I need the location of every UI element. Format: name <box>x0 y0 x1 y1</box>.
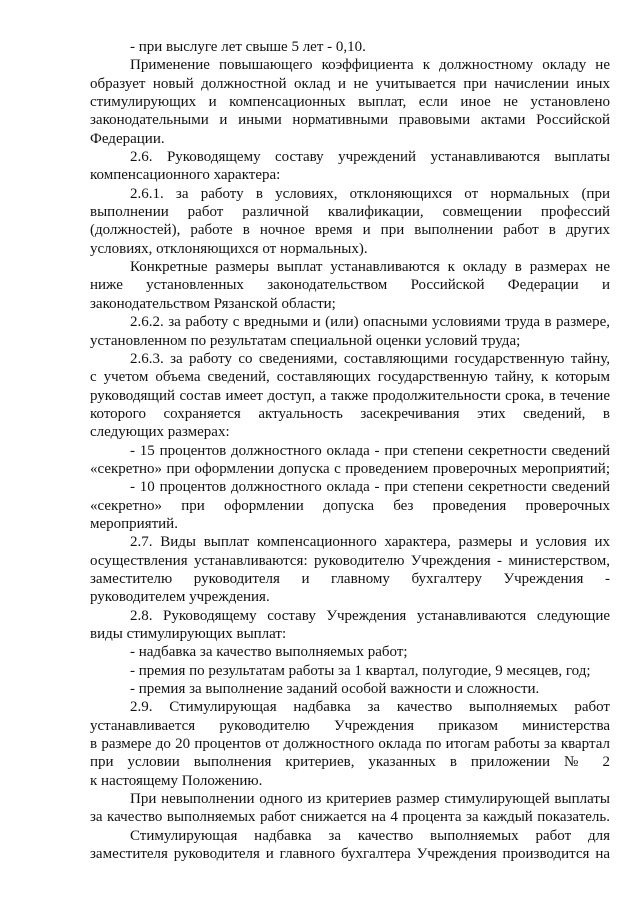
text-line: «секретно» при оформлении допуска без проведения проверочных <box>90 497 610 514</box>
text-line: виды стимулирующих выплат: <box>90 626 287 642</box>
text-line: выполнении работ различной квалификации, совмещении профессий <box>90 204 610 221</box>
text-line: Стимулирующая надбавка за качество выполняемых работ для <box>130 827 610 844</box>
text-line: заместителя руководителя и главного бухгалтера Учреждения производится на <box>90 846 610 863</box>
text-line: за качество выполняемых работ снижается на 4 процента за каждый показатель. <box>90 809 610 826</box>
paragraph-bonus-special <box>90 680 610 698</box>
text-line: при условии выполнения критериев, указанных в приложении № 2 <box>90 754 610 771</box>
text-line: 2.6.3. за работу со сведениями, составляющими государственную тайну, <box>130 350 610 367</box>
text-line: мероприятий. <box>90 515 178 532</box>
text-line: образует новый должностной оклад и не учитывается при начислении иных <box>90 75 610 92</box>
paragraph-clause-2-6-2 <box>90 313 610 350</box>
paragraph-secret-15 <box>90 442 610 479</box>
text-line: «секретно» при оформлении допуска с проведением проверочных мероприятий; <box>90 460 610 477</box>
paragraph-clause-2-6-3 <box>90 350 610 442</box>
paragraph-clause-2-6 <box>90 148 610 185</box>
text-line: При невыполнении одного из критериев размер стимулирующей выплаты <box>130 791 610 808</box>
text-line: - премия по результатам работы за 1 квартал, полугодие, 9 месяцев, год; <box>130 662 591 679</box>
text-line: осуществления устанавливаются: руководителю Учреждения - министерством, <box>90 552 610 569</box>
paragraph-secret-10 <box>90 478 610 533</box>
text-line: Конкретные размеры выплат устанавливаются к окладу в размерах не <box>130 259 610 276</box>
text-line: которого сохраняется актуальность засекречивания этих сведений, в <box>90 405 610 422</box>
text-line: к настоящему Положению. <box>90 772 263 789</box>
paragraph-clause-2-8 <box>90 607 610 644</box>
text-line: 2.8. Руководящему составу Учреждения устанавливаются следующие <box>130 607 610 624</box>
text-line: (должностей), работе в ночное время и при выполнении работ в других <box>90 222 610 239</box>
text-line: стимулирующих и компенсационных выплат, если иное не установлено <box>90 94 610 111</box>
document-page <box>90 38 610 863</box>
text-line: 2.9. Стимулирующая надбавка за качество выполняемых работ <box>130 699 610 716</box>
text-line: компенсационного характера: <box>90 167 281 184</box>
text-line: с учетом объема сведений, составляющих государственную тайну, к которым <box>90 369 610 386</box>
text-line: - надбавка за качество выполняемых работ; <box>130 644 408 661</box>
text-line: установленном по результатам специальной оценки условий труда; <box>90 332 521 349</box>
text-line: - премия за выполнение заданий особой важности и сложности. <box>130 681 540 698</box>
text-line: руководителем учреждения. <box>90 589 270 606</box>
text-line: законодательством Рязанской области; <box>90 295 336 312</box>
paragraph-bonus-quality <box>90 643 610 661</box>
text-line: условиях, отклоняющихся от нормальных). <box>90 240 368 257</box>
paragraph-clause-2-6-1 <box>90 185 610 258</box>
document-body <box>90 38 610 863</box>
text-line: Федерации. <box>90 130 165 147</box>
paragraph-seniority-over-5 <box>90 38 610 56</box>
text-line: Применение повышающего коэффициента к должностному окладу не <box>130 57 610 74</box>
paragraph-clause-2-9 <box>90 698 610 790</box>
text-line: руководящий состав имеет доступ, а также продолжительности срока, в течение <box>90 387 610 404</box>
paragraph-specific-amounts <box>90 258 610 313</box>
text-line: - при выслуге лет свыше 5 лет - 0,10. <box>130 39 366 55</box>
text-line: 2.6.1. за работу в условиях, отклоняющихся от нормальных (при <box>130 185 610 202</box>
text-line: устанавливается руководителю Учреждения приказом министерства <box>90 717 610 734</box>
text-line: 2.7. Виды выплат компенсационного характера, размеры и условия их <box>130 534 610 551</box>
paragraph-clause-2-7 <box>90 533 610 606</box>
text-line: - 10 процентов должностного оклада - при степени секретности сведений <box>130 479 610 496</box>
text-line: 2.6. Руководящему составу учреждений устанавливаются выплаты <box>130 149 610 166</box>
text-line: в размере до 20 процентов от должностного оклада по итогам работы за квартал <box>90 736 610 753</box>
text-line: ниже установленных законодательством Российской Федерации и <box>90 277 610 294</box>
paragraph-criteria-failure <box>90 790 610 827</box>
text-line: 2.6.2. за работу с вредными и (или) опасными условиями труда в размере, <box>130 314 610 331</box>
paragraph-coefficient-note <box>90 56 610 148</box>
paragraph-bonus-results <box>90 662 610 680</box>
text-line: - 15 процентов должностного оклада - при степени секретности сведений <box>130 442 610 459</box>
paragraph-deputy-bonus <box>90 827 610 864</box>
text-line: законодательными и иными нормативными правовыми актами Российской <box>90 112 610 129</box>
text-line: следующих размерах: <box>90 424 230 441</box>
text-line: заместителю руководителя и главному бухгалтеру Учреждения - <box>90 570 610 587</box>
